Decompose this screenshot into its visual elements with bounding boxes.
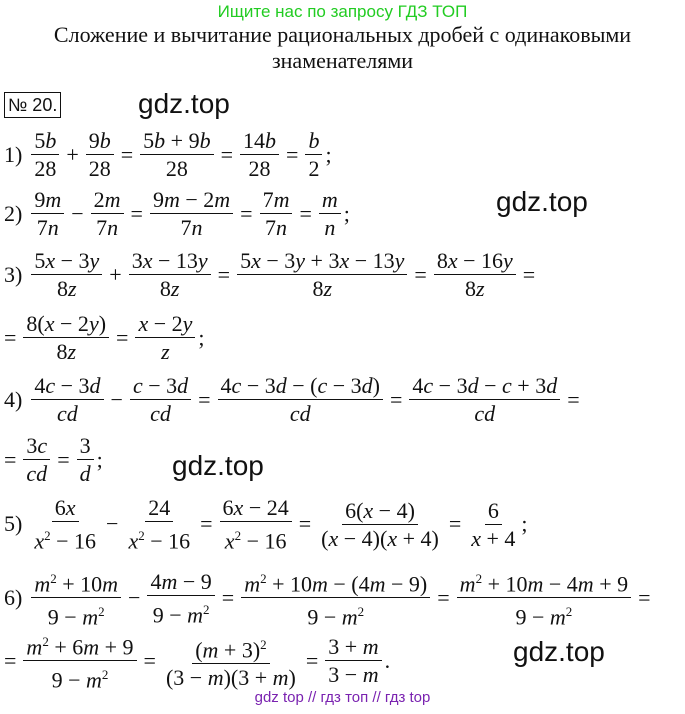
solution-3: 3) $\frac{5x - 3y}{8z}$ + $\frac{3x - 13y}{8z}$ = $\frac{5x - 3y + 3x - 13y}{8z}$ = $\frac{8x - 16y}{8z}$ = [4,248,536,301]
solution-3-continued: = $\frac{8(x - 2y)}{8z}$ = $\frac{x - 2y}{z}$ ; [4,311,205,364]
solution-5: 5) $\frac{6x}{x^2 - 16}$ − $\frac{24}{x^2 - 16}$ = $\frac{6x - 24}{x^2 - 16}$ = $\frac{6(x - 4)}{(x - 4)(x + 4)}$ = $\frac{6}{x + 4}$ ; [4,495,528,554]
watermark-1: gdz.top [138,88,230,119]
footer-links[interactable]: gdz top // гдз топ // гдз top [254,689,431,706]
task-number: № 20. [4,92,61,118]
page-title [0,22,685,74]
solution-4: 4) $\frac{4c - 3d}{cd}$ − $\frac{c - 3d}{cd}$ = $\frac{4c - 3d - (c - 3d)}{cd}$ = $\frac{4c - 3d - c + 3d}{cd}$ = [4,373,580,426]
watermark-4: gdz.top [513,636,605,667]
title-line-1: Сложение и вычитание рациональных дробей с одинаковыми [53,22,632,47]
solution-4-continued: = $\frac{3c}{cd}$ = $\frac{3}{d}$ ; [4,433,103,486]
title-line-2: знаменателями [271,48,414,73]
watermark-3: gdz.top [172,450,264,481]
solution-6: 6) $\frac{m^2 + 10m}{9 - m^2}$ − $\frac{4m - 9}{9 - m^2}$ = $\frac{m^2 + 10m - (4m - 9)}{9 - m^2}$ = $\frac{m^2 + 10m - 4m + 9}{9 - m^2}$ = [4,565,655,631]
solution-1: 1) $\frac{5b}{28}$ + $\frac{9b}{28}$ = $\frac{5b + 9b}{28}$ = $\frac{14b}{28}$ = $\frac{b}{2}$ ; [4,128,332,181]
solution-2: 2) $\frac{9m}{7n}$ − $\frac{2m}{7n}$ = $\frac{9m - 2m}{7n}$ = $\frac{7m}{7n}$ = $\frac{m}{n}$ ; [4,187,350,240]
search-banner[interactable]: Ищите нас по запросу ГДЗ ТОП [217,2,468,21]
watermark-2: gdz.top [496,186,588,217]
solution-6-continued: = $\frac{m^2 + 6m + 9}{9 - m^2}$ = $\frac{(m + 3)^2}{(3 - m)(3 + m)}$ = $\frac{3 + m}{3 - m}$ . [4,628,390,694]
